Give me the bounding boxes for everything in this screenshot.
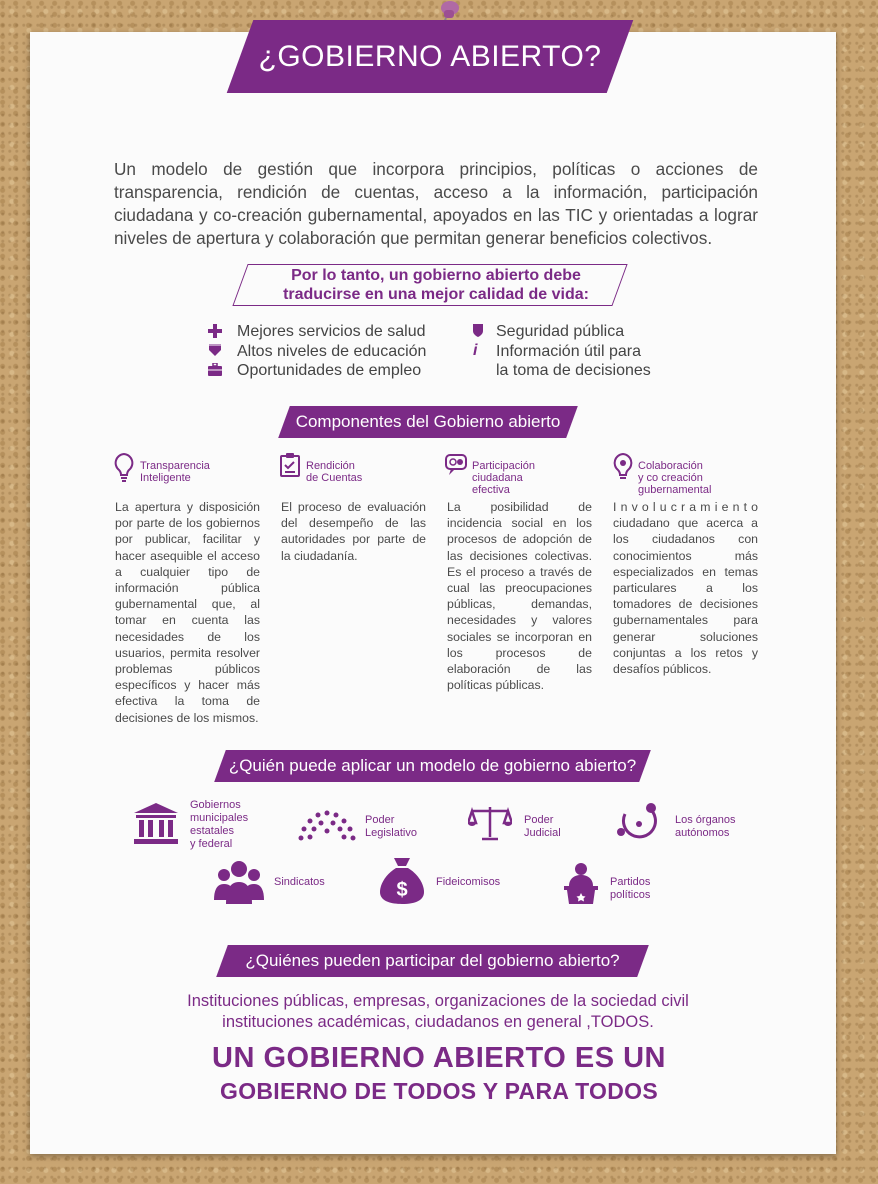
who-legislative-line-1: Poder <box>365 814 395 826</box>
closing-line-2: GOBIERNO DE TODOS Y PARA TODOS <box>220 1078 658 1104</box>
component-1-body: La apertura y disposición por parte de los gobiernos por publicar, facilitar y hacer asequible el acceso a cualquier tipo de información pública gubernamental que, al tomar en cuenta las necesidades de los usuarios, permita resolver problemas públicos específicos y hacer más efectiva la toma de decisiones de los mismos. <box>115 500 260 725</box>
component-3-title-line-3: efectiva <box>472 484 510 496</box>
badge-icon <box>471 323 485 337</box>
info-icon: i <box>473 342 478 359</box>
who-parties <box>610 876 650 902</box>
who-parties-line-1: Partidos <box>610 876 651 888</box>
checklist-icon <box>280 453 302 479</box>
therefore-line-2: traducirse en una mejor calidad de vida: <box>283 286 589 303</box>
who-unions-line-1: Sindicatos <box>274 876 325 888</box>
participate-heading: ¿Quiénes pueden participar del gobierno abierto? <box>245 951 620 970</box>
component-4-title-line-2: y co creación <box>638 472 703 484</box>
circle-dots-icon <box>615 802 663 842</box>
therefore-line-1: Por lo tanto, un gobierno abierto debe <box>291 267 581 284</box>
who-judicial <box>524 814 561 840</box>
bulb-gear-icon <box>612 452 634 482</box>
who-judicial-line-2: Judicial <box>524 827 561 839</box>
component-3-title-line-2: ciudadana <box>472 472 523 484</box>
component-2-title-line-2: de Cuentas <box>306 472 363 484</box>
who-autonomous <box>675 814 736 840</box>
lightbulb-icon <box>113 452 135 484</box>
component-1-title-line-2: Inteligente <box>140 472 191 484</box>
benefit-information-line-2: la toma de decisiones <box>496 362 651 379</box>
component-3-title <box>472 460 535 496</box>
page-title: ¿GOBIERNO ABIERTO? <box>258 40 602 73</box>
closing-line-1: UN GOBIERNO ABIERTO ES UN <box>212 1042 666 1074</box>
participate-banner <box>216 945 649 977</box>
title-banner <box>227 20 634 93</box>
who-parties-line-2: políticos <box>610 889 651 901</box>
intro-paragraph: Un modelo de gestión que incorpora principios, políticas o acciones de transparencia, rendición de cuentas, acceso a la información, participación ciudadana y co-creación gubernamental, apoyados en las TIC y orientadas a lograr niveles de apertura y colaboración que permitan generar beneficios colectivos. <box>114 159 758 248</box>
components-banner <box>278 406 578 438</box>
component-4-title <box>638 460 711 496</box>
who-autonomous-line-2: autónomos <box>675 827 730 839</box>
component-3-title-line-1: Participación <box>472 460 535 472</box>
participate-line-1: Instituciones públicas, empresas, organizaciones de la sociedad civil <box>187 992 689 1010</box>
benefit-employment: Oportunidades de empleo <box>237 362 422 379</box>
who-banner <box>214 750 651 782</box>
who-legislative <box>365 814 417 840</box>
benefit-information-line-1: Información útil para <box>496 343 641 360</box>
plus-icon <box>208 324 222 338</box>
who-governments-line-4: y federal <box>190 838 233 850</box>
who-governments-line-1: Gobiernos <box>190 799 241 811</box>
who-governments-line-2: municipales <box>190 812 249 824</box>
government-building-icon <box>134 803 178 845</box>
component-4-title-line-3: gubernamental <box>638 484 712 496</box>
component-2-title-line-1: Rendición <box>306 460 355 472</box>
participate-text <box>150 991 726 1033</box>
who-heading: ¿Quién puede aplicar un modelo de gobierno abierto? <box>228 756 637 775</box>
shield-down-icon <box>208 343 222 357</box>
who-unions <box>274 876 325 889</box>
who-judicial-line-1: Poder <box>524 814 554 826</box>
who-governments <box>190 799 248 851</box>
component-1-title <box>140 460 210 484</box>
podium-speaker-icon <box>562 862 600 904</box>
components-heading: Componentes del Gobierno abierto <box>295 412 561 431</box>
benefit-health: Mejores servicios de salud <box>237 323 426 340</box>
component-2-body: El proceso de evaluación del desempeño de las autoridades por parte de la ciudadanía. <box>281 500 426 563</box>
benefit-education: Altos niveles de educación <box>237 343 427 360</box>
group-people-icon <box>214 860 264 906</box>
component-4-body: I n v o l u c r a m i e n t o ciudadano que acerca a los ciudadanos con conocimientos más especializados en temas particulares a los tomadores de decisiones gubernamentales para generar soluciones conjuntas a los retos y desafíos públicos. <box>613 500 758 677</box>
component-3-body: La posibilidad de incidencia social en los procesos de adopción de las decisiones colectivas. Es el proceso a través de cual las preocupaciones públicas, demandas, necesidades y valores sociales se incorporan en los procesos de elaboración de las políticas públicas. <box>447 500 592 693</box>
svg-text:$: $ <box>396 879 408 901</box>
component-1-title-line-1: Transparencia <box>140 460 210 472</box>
benefit-security: Seguridad pública <box>496 323 625 340</box>
scales-icon <box>468 805 512 841</box>
briefcase-icon <box>208 363 222 377</box>
who-trusts <box>436 876 500 889</box>
component-2-title <box>306 460 362 484</box>
benefit-information <box>496 342 651 380</box>
chat-bubbles-icon <box>445 453 469 479</box>
who-legislative-line-2: Legislativo <box>365 827 417 839</box>
therefore-text <box>236 266 636 304</box>
who-trusts-line-1: Fideicomisos <box>436 876 501 888</box>
who-governments-line-3: estatales <box>190 825 235 837</box>
who-autonomous-line-1: Los órganos <box>675 814 736 826</box>
parliament-seats-icon <box>298 810 356 842</box>
participate-line-2: instituciones académicas, ciudadanos en general ,TODOS. <box>222 1013 654 1031</box>
money-bag-icon <box>380 858 424 904</box>
component-4-title-line-1: Colaboración <box>638 460 703 472</box>
